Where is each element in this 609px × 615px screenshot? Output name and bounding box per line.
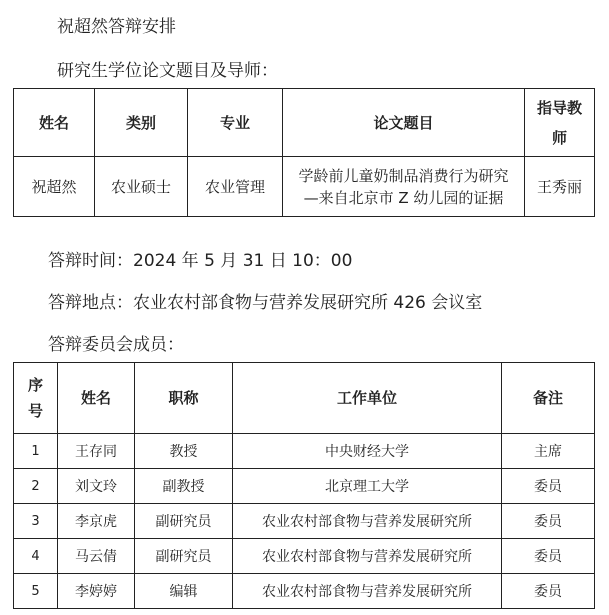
member-note: 主席 — [502, 434, 595, 469]
member-title: 编辑 — [135, 574, 233, 609]
header-major: 专业 — [188, 89, 283, 157]
defense-place-label: 答辩地点： — [48, 293, 133, 313]
header-category: 类别 — [95, 89, 188, 157]
defense-time — [48, 246, 352, 271]
member-title: 副研究员 — [135, 539, 233, 574]
committee-header-row — [14, 363, 595, 434]
thesis-topic-line1: 学龄前儿童奶制品消费行为研究 — [298, 166, 509, 185]
defense-place — [48, 288, 482, 313]
student-name: 祝超然 — [14, 157, 95, 217]
header-note: 备注 — [502, 363, 595, 434]
member-unit: 农业农村部食物与营养发展研究所 — [233, 574, 502, 609]
member-unit: 农业农村部食物与营养发展研究所 — [233, 504, 502, 539]
thesis-row — [14, 157, 595, 217]
defense-place-value: 农业农村部食物与营养发展研究所 426 会议室 — [133, 293, 483, 313]
defense-time-label: 答辩时间： — [48, 251, 133, 271]
header-unit: 工作单位 — [233, 363, 502, 434]
header-topic: 论文题目 — [283, 89, 525, 157]
header-advisor: 指导教师 — [525, 89, 595, 157]
thesis-table — [13, 88, 595, 217]
member-note: 委员 — [502, 574, 595, 609]
thesis-topic — [283, 157, 525, 217]
member-name: 刘文玲 — [58, 469, 135, 504]
header-no: 序号 — [14, 363, 58, 434]
member-unit: 农业农村部食物与营养发展研究所 — [233, 539, 502, 574]
member-title: 副研究员 — [135, 504, 233, 539]
member-title: 教授 — [135, 434, 233, 469]
thesis-section-heading: 研究生学位论文题目及导师： — [57, 61, 278, 81]
defense-time-value: 2024 年 5 月 31 日 10：00 — [133, 251, 353, 271]
member-no: 1 — [14, 434, 58, 469]
table-row — [14, 434, 595, 469]
table-row — [14, 469, 595, 504]
member-no: 5 — [14, 574, 58, 609]
member-note: 委员 — [502, 539, 595, 574]
committee-heading: 答辩委员会成员： — [48, 335, 184, 355]
table-row — [14, 539, 595, 574]
member-title: 副教授 — [135, 469, 233, 504]
thesis-header-row — [14, 89, 595, 157]
advisor-name: 王秀丽 — [525, 157, 595, 217]
member-name: 李婷婷 — [58, 574, 135, 609]
member-name: 王存同 — [58, 434, 135, 469]
member-no: 4 — [14, 539, 58, 574]
student-major: 农业管理 — [188, 157, 283, 217]
member-unit: 北京理工大学 — [233, 469, 502, 504]
member-unit: 中央财经大学 — [233, 434, 502, 469]
thesis-topic-line2: —来自北京市 Z 幼儿园的证据 — [303, 188, 504, 207]
member-note: 委员 — [502, 504, 595, 539]
header-name: 姓名 — [14, 89, 95, 157]
table-row — [14, 574, 595, 609]
member-name: 李京虎 — [58, 504, 135, 539]
member-no: 3 — [14, 504, 58, 539]
header-member-name: 姓名 — [58, 363, 135, 434]
table-row — [14, 504, 595, 539]
committee-table — [13, 362, 595, 609]
member-name: 马云倩 — [58, 539, 135, 574]
student-category: 农业硕士 — [95, 157, 188, 217]
member-no: 2 — [14, 469, 58, 504]
page-title: 祝超然答辩安排 — [57, 17, 176, 37]
member-note: 委员 — [502, 469, 595, 504]
header-title: 职称 — [135, 363, 233, 434]
